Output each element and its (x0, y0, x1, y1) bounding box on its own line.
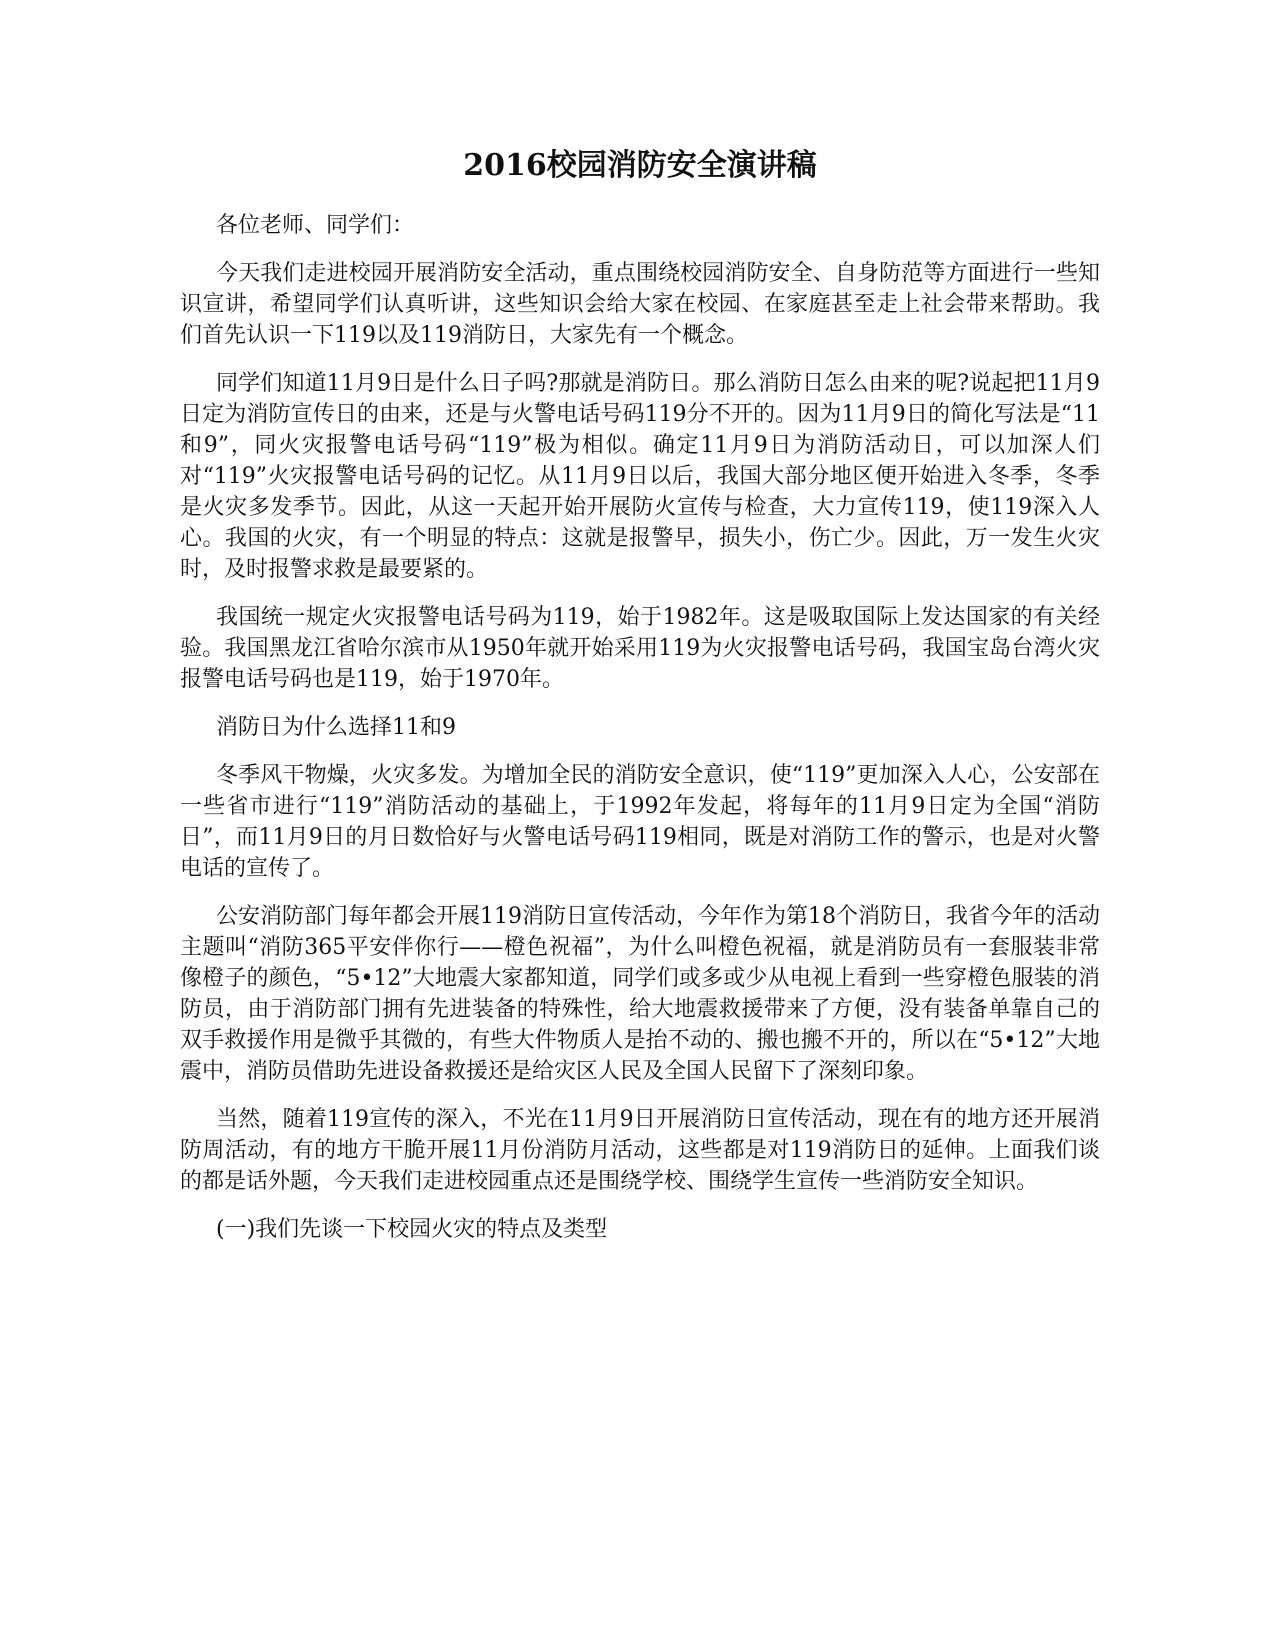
document-title: 2016校园消防安全演讲稿 (463, 148, 817, 183)
paragraph-subheading-why-11-9: 消防日为什么选择11和9 (216, 715, 456, 740)
paragraph-intro: 今天我们走进校园开展消防安全活动，重点围绕校园消防安全、自身防范等方面进行一些知识宣讲，希望同学们认真听讲，这些知识会给大家在校园、在家庭甚至走上社会带来帮助。我们首先认识一下119以及119消防日，大家先有一个概念。 (180, 261, 1100, 348)
paragraph-extension: 当然，随着119宣传的深入，不光在11月9日开展消防日宣传活动，现在有的地方还开展消防周活动，有的地方干脆开展11月份消防月活动，这些都是对119消防日的延伸。上面我们谈的都是话外题，今天我们走进校园重点还是围绕学校、围绕学生宣传一些消防安全知识。 (180, 1107, 1100, 1194)
paragraph-winter-fire: 冬季风干物燥，火灾多发。为增加全民的消防安全意识，使“119”更加深入人心，公安部在一些省市进行“119”消防活动的基础上，于1992年发起，将每年的11月9日定为全国“消防日”，而11月9日的月日数恰好与火警电话号码119相同，既是对消防工作的警示，也是对火警电话的宣传了。 (180, 763, 1100, 881)
paragraph-119-history: 我国统一规定火灾报警电话号码为119，始于1982年。这是吸取国际上发达国家的有关经验。我国黑龙江省哈尔滨市从1950年就开始采用119为火灾报警电话号码，我国宝岛台湾火灾报警电话号码也是119，始于1970年。 (180, 605, 1100, 692)
paragraph-greeting: 各位老师、同学们： (216, 213, 415, 238)
paragraph-section-one: (一)我们先谈一下校园火灾的特点及类型 (216, 1217, 608, 1242)
paragraph-orange-blessing: 公安消防部门每年都会开展119消防日宣传活动，今年作为第18个消防日，我省今年的活动主题叫“消防365平安伴你行——橙色祝福”，为什么叫橙色祝福，就是消防员有一套服装非常像橙子的颜色，“5•12”大地震大家都知道，同学们或多或少从电视上看到一些穿橙色服装的消防员，由于消防部门拥有先进装备的特殊性，给大地震救援带来了方便，没有装备单靠自己的双手救援作用是微乎其微的，有些大件物质人是抬不动的、搬也搬不开的，所以在“5•12”大地震中，消防员借助先进设备救援还是给灾区人民及全国人民留下了深刻印象。 (180, 904, 1100, 1084)
document-body (180, 210, 1100, 1262)
paragraph-fire-day-origin: 同学们知道11月9日是什么日子吗?那就是消防日。那么消防日怎么由来的呢?说起把11月9日定为消防宣传日的由来，还是与火警电话号码119分不开的。因为11月9日的简化写法是“11和9”，同火灾报警电话号码“119”极为相似。确定11月9日为消防活动日，可以加深人们对“119”火灾报警电话号码的记忆。从11月9日以后，我国大部分地区便开始进入冬季，冬季是火灾多发季节。因此，从这一天起开始开展防火宣传与检查，大力宣传119，使119深入人心。我国的火灾，有一个明显的特点：这就是报警早，损失小，伤亡少。因此，万一发生火灾时，及时报警求救是最要紧的。 (180, 371, 1100, 582)
